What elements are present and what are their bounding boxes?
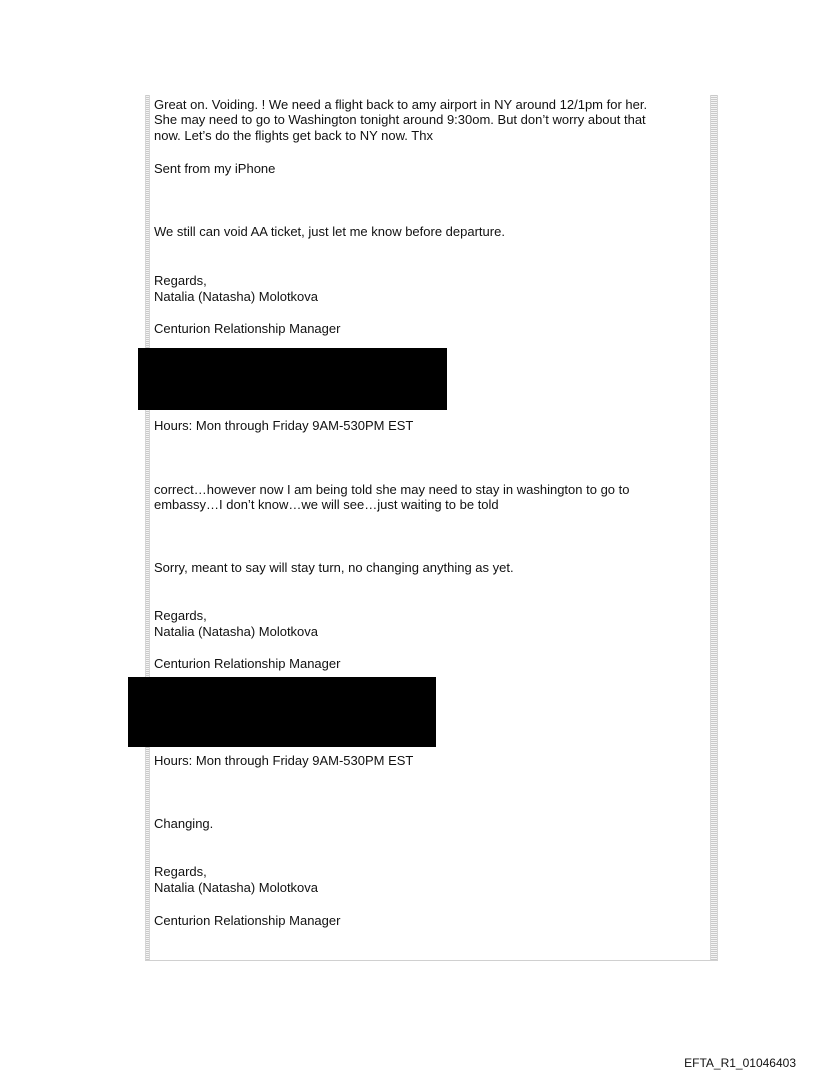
reply2-body: Sorry, meant to say will stay turn, no changing anything as yet. [154,560,514,575]
document-id: EFTA_R1_01046403 [684,1056,796,1070]
reply1-hours: Hours: Mon through Friday 9AM-530PM EST [154,418,414,433]
reply2-title: Centurion Relationship Manager [154,656,341,671]
reply3-title: Centurion Relationship Manager [154,913,341,928]
message1-line-2: She may need to go to Washington tonight around 9:30om. But don’t worry about that [154,112,646,127]
reply3-name: Natalia (Natasha) Molotkova [154,880,319,895]
redaction-block-1 [138,348,447,410]
quote-bar-right [710,95,718,961]
reply3-body: Changing. [154,816,214,831]
reply1-body: We still can void AA ticket, just let me know before departure. [154,224,505,239]
reply2-hours: Hours: Mon through Friday 9AM-530PM EST [154,753,414,768]
quote-bar-left [145,95,150,961]
frame-bottom-border [145,960,718,961]
message2-line-2: embassy…I don’t know…we will see…just waiting to be told [154,497,499,512]
redaction-block-2 [128,677,436,747]
message1-line-1: Great on. Voiding. ! We need a flight back to amy airport in NY around 12/1pm for her. [154,97,648,112]
message1-line-3: now. Let’s do the flights get back to NY now. Thx [154,128,433,143]
message1-sent-from: Sent from my iPhone [154,161,276,176]
reply1-regards: Regards, [154,273,207,288]
reply3-regards: Regards, [154,864,207,879]
message2-line-1: correct…however now I am being told she may need to stay in washington to go to [154,482,630,497]
reply2-name: Natalia (Natasha) Molotkova [154,624,319,639]
reply2-regards: Regards, [154,608,207,623]
reply1-name: Natalia (Natasha) Molotkova [154,289,319,304]
reply1-title: Centurion Relationship Manager [154,321,341,336]
